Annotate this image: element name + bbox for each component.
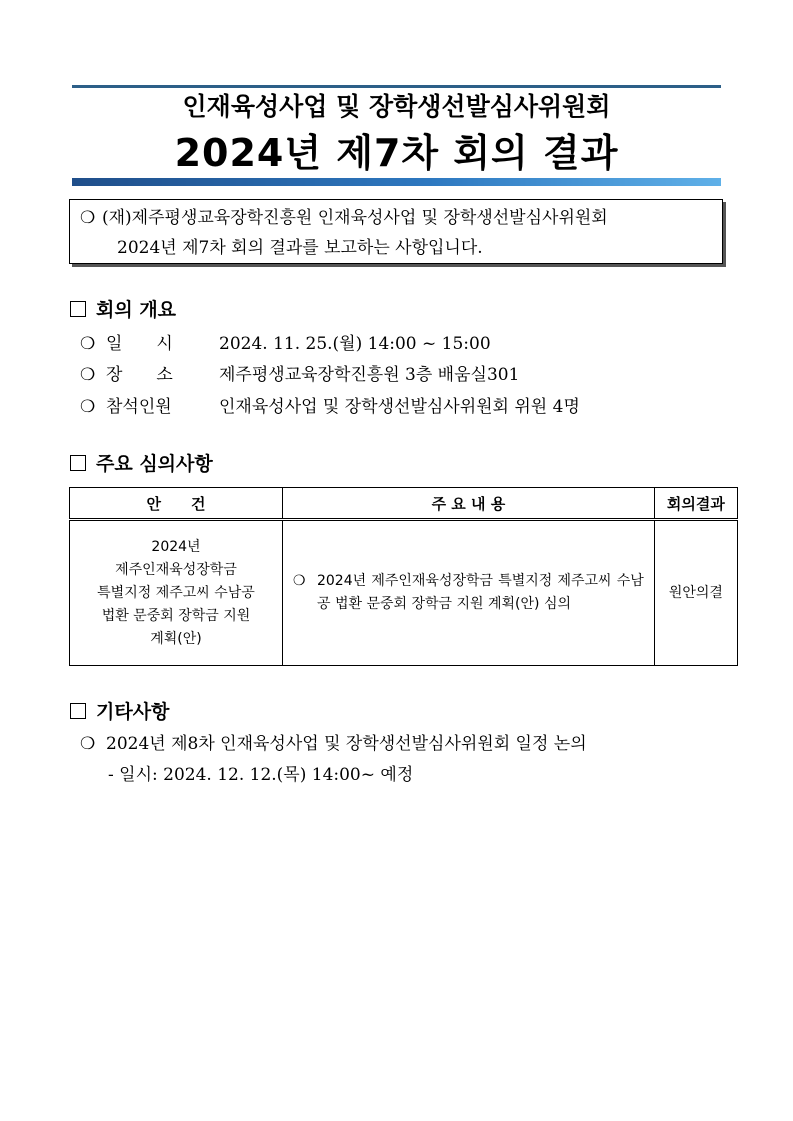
document-title-line1: 인재육성사업 및 장학생선발심사위원회 [182,92,611,121]
circle-bullet-icon: ❍ [80,397,96,417]
agenda-line: 특별지정 제주고씨 수남공 [97,584,255,601]
item-value: 2024. 11. 25.(월) 14:00 ~ 15:00 [219,334,491,354]
title-top-rule [72,85,721,88]
section-heading-deliberation [70,451,213,477]
summary-text-1: (재)제주평생교육장학진흥원 인재육성사업 및 장학생선발심사위원회 [102,208,608,228]
other-item-text: 2024년 제8차 인재육성사업 및 장학생선발심사위원회 일정 논의 [106,734,587,754]
title-bottom-rule [72,178,721,186]
section-heading-text: 주요 심의사항 [96,453,213,475]
overview-item-place [80,362,519,388]
circle-bullet-icon: ❍ [80,334,96,354]
item-label: 장 소 [106,365,173,385]
item-label: 일 시 [106,334,173,354]
summary-line1 [80,203,722,233]
column-header-agenda: 안 건 [70,488,283,520]
checkbox-square-icon [70,455,86,471]
document-title-line2: 2024년 제7차 회의 결과 [174,131,619,175]
item-label: 참석인원 [106,397,172,417]
circle-bullet-icon: ❍ [80,734,96,754]
agenda-cell [70,520,283,666]
agenda-line: 2024년 [151,538,201,555]
other-sub-item: - 일시: 2024. 12. 12.(목) 14:00~ 예정 [108,765,414,785]
circle-bullet-icon: ❍ [80,208,96,228]
section-heading-text: 회의 개요 [96,299,177,321]
summary-box [69,199,723,264]
overview-item-datetime [80,331,491,357]
column-header-content: 주 요 내 용 [282,488,654,520]
item-value: 제주평생교육장학진흥원 3층 배움실301 [219,365,520,385]
section-heading-text: 기타사항 [96,701,170,723]
circle-bullet-icon: ❍ [292,573,306,589]
result-cell: 원안의결 [654,520,737,666]
overview-item-attendees [80,394,580,420]
other-item [80,731,587,757]
item-value: 인재육성사업 및 장학생선발심사위원회 위원 4명 [219,397,580,417]
deliberation-table [69,487,738,666]
agenda-line: 제주인재육성장학금 [115,561,237,578]
table-header-row [70,488,738,520]
section-heading-overview [70,297,176,323]
checkbox-square-icon [70,703,86,719]
circle-bullet-icon: ❍ [80,365,96,385]
checkbox-square-icon [70,301,86,317]
agenda-line: 계획(안) [150,630,202,647]
table-row [70,520,738,666]
section-heading-other [70,699,169,725]
summary-text-2: 2024년 제7차 회의 결과를 보고하는 사항입니다. [117,238,483,258]
column-header-result: 회의결과 [654,488,737,520]
agenda-line: 법환 문중회 장학금 지원 [101,607,251,624]
content-cell [282,520,654,666]
content-text: 2024년 제주인재육성장학금 특별지정 제주고씨 수남공 법환 문중회 장학금 지원 계획(안) 심의 [316,573,644,612]
